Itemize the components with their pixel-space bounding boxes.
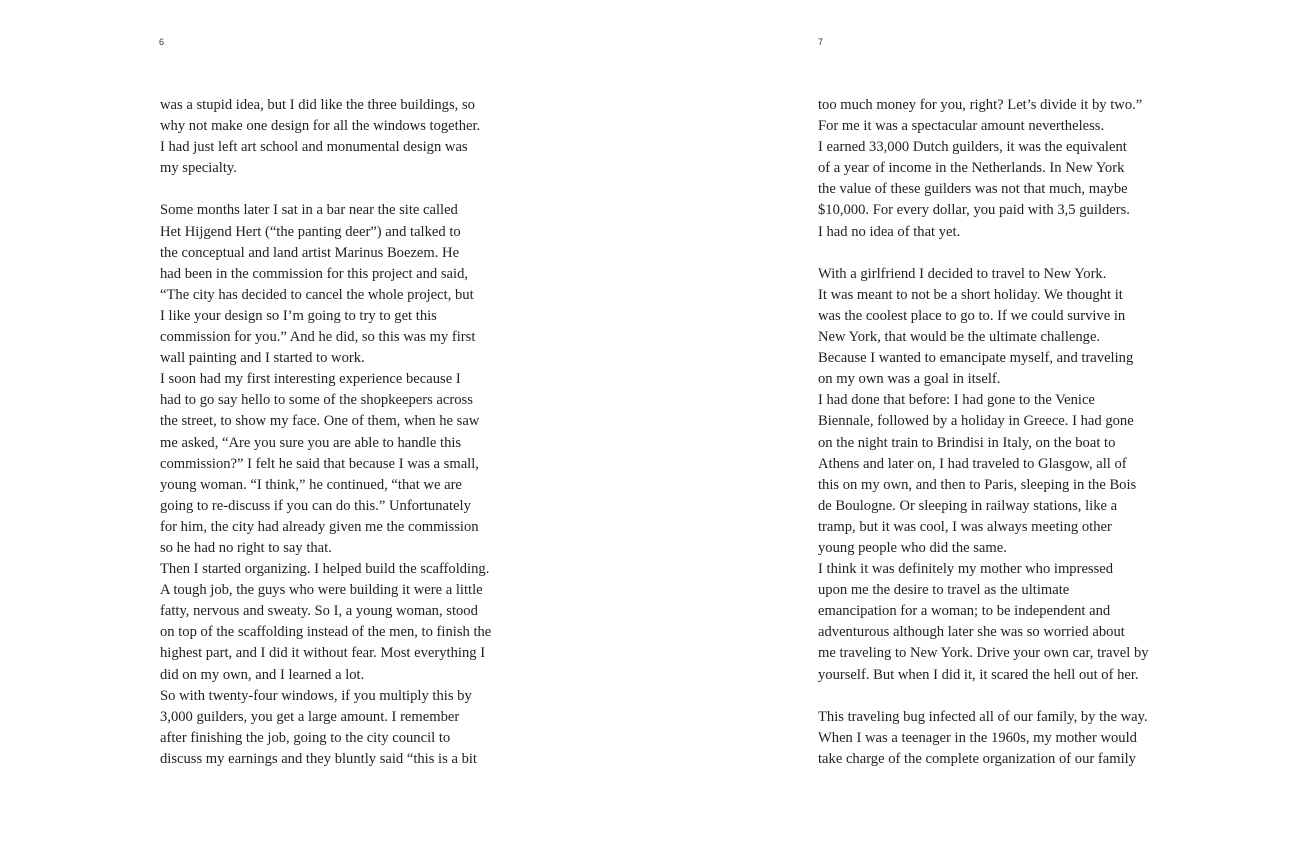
text-line: tramp, but it was cool, I was always meeting other [818,518,1112,535]
text-line: Het Hijgend Hert (“the panting deer”) and talked to [160,223,461,240]
text-line: why not make one design for all the windows together. [160,118,481,135]
text-line: I had just left art school and monumental design was [160,139,468,156]
text-line: too much money for you, right? Let’s divide it by two.” [818,97,1143,113]
text-line: “The city has decided to cancel the whole project, but [160,286,474,303]
text-line: So with twenty-four windows, if you multiply this by [160,687,472,704]
paragraph-gap [818,686,1198,707]
text-line: Some months later I sat in a bar near the site called [160,202,458,219]
text-line: discuss my earnings and they bluntly said “this is a bit [160,750,477,767]
text-line: I think it was definitely my mother who impressed [818,561,1114,578]
text-line: $10,000. For every dollar, you paid with 3,5 guilders. [818,202,1130,219]
text-line: Biennale, followed by a holiday in Greece. I had gone [818,413,1134,430]
text-line: upon me the desire to travel as the ultimate [818,582,1070,599]
text-line: me asked, “Are you sure you are able to handle this [160,434,462,451]
text-line: I soon had my first interesting experience because I [160,371,461,388]
text-line: had been in the commission for this project and said, [160,265,469,282]
text-line: young woman. “I think,” he continued, “that we are [160,476,462,493]
left-page-text [160,95,540,770]
text-line: of a year of income in the Netherlands. In New York [818,160,1125,177]
text-line: commission?” I felt he said that because I was a small, [160,455,479,472]
text-line: Athens and later on, I had traveled to Glasgow, all of [818,455,1127,472]
text-line: When I was a teenager in the 1960s, my mother would [818,729,1137,746]
text-line: had to go say hello to some of the shopkeepers across [160,392,473,409]
text-line: me traveling to New York. Drive your own car, travel by [818,645,1149,662]
paragraph [160,200,540,770]
text-line: the conceptual and land artist Marinus Boezem. He [160,244,460,261]
text-line: de Boulogne. Or sleeping in railway stations, like a [818,497,1118,514]
text-line: the street, to show my face. One of them, when he saw [160,413,480,430]
text-line: emancipation for a woman; to be independent and [818,603,1111,620]
paragraph [818,264,1198,686]
paragraph [160,95,540,179]
text-line: I had done that before: I had gone to the Venice [818,392,1095,409]
text-line: 3,000 guilders, you get a large amount. I remember [160,708,460,725]
text-line: on the night train to Brindisi in Italy, on the boat to [818,434,1116,451]
text-line: for him, the city had already given me the commission [160,518,479,535]
text-line: did on my own, and I learned a lot. [160,666,365,683]
text-line: on my own was a goal in itself. [818,371,1001,388]
text-line: this on my own, and then to Paris, sleeping in the Bois [818,476,1137,493]
text-line: on top of the scaffolding instead of the men, to finish the [160,624,492,641]
text-line: adventurous although later she was so worried about [818,624,1125,641]
text-line: the value of these guilders was not that much, maybe [818,181,1128,198]
text-line: A tough job, the guys who were building it were a little [160,582,483,599]
text-line: my specialty. [160,160,237,177]
text-line: wall painting and I started to work. [160,350,365,367]
text-line: For me it was a spectacular amount nevertheless. [818,118,1105,135]
text-line: I earned 33,000 Dutch guilders, it was the equivalent [818,139,1127,156]
text-line: With a girlfriend I decided to travel to New York. [818,265,1107,282]
paragraph [818,707,1198,770]
text-line: young people who did the same. [818,539,1007,556]
text-line: highest part, and I did it without fear. Most everything I [160,645,486,662]
page-number-right: 7 [818,37,824,47]
page-number-left: 6 [159,37,165,47]
text-line: yourself. But when I did it, it scared the hell out of her. [818,666,1139,683]
text-line: Then I started organizing. I helped build the scaffolding. [160,561,490,578]
text-line: New York, that would be the ultimate challenge. [818,329,1101,346]
text-line: Because I wanted to emancipate myself, and traveling [818,350,1134,367]
paragraph-gap [818,243,1198,264]
text-line: I like your design so I’m going to try to get this [160,307,437,324]
text-line: commission for you.” And he did, so this was my first [160,329,476,346]
text-line: was the coolest place to go to. If we could survive in [818,307,1126,324]
text-line: fatty, nervous and sweaty. So I, a young woman, stood [160,603,478,620]
text-line: I had no idea of that yet. [818,223,961,240]
paragraph-gap [160,179,540,200]
text-line: was a stupid idea, but I did like the three buildings, so [160,97,475,113]
right-page-text [818,95,1198,770]
text-line: going to re-discuss if you can do this.” Unfortunately [160,497,471,514]
text-line: take charge of the complete organization of our family [818,750,1136,767]
paragraph [818,95,1198,243]
text-line: It was meant to not be a short holiday. We thought it [818,286,1123,303]
text-line: This traveling bug infected all of our family, by the way. [818,708,1148,725]
right-page [658,0,1316,858]
text-line: so he had no right to say that. [160,539,332,556]
text-line: after finishing the job, going to the city council to [160,729,451,746]
